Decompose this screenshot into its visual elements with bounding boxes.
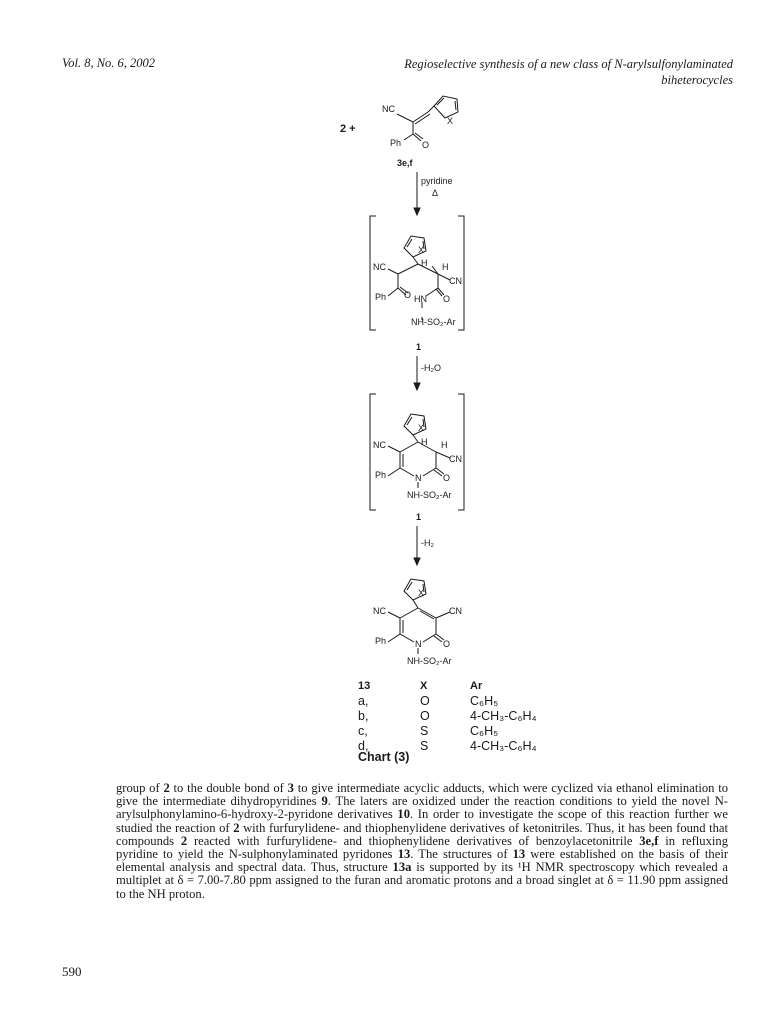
dhp-o-label: O [443, 473, 451, 483]
adduct-nc-label: NC [373, 262, 386, 272]
adduct-o-label-2: O [443, 294, 451, 304]
step1-reagent: pyridine [421, 176, 453, 186]
legend-header-ar: Ar [470, 680, 483, 692]
running-title [353, 56, 733, 88]
running-title-line2: biheterocycles [661, 73, 733, 87]
step1-heat: Δ [432, 188, 439, 198]
dhp-nc-label: NC [373, 440, 386, 450]
legend-header-compound: 13 [358, 680, 371, 692]
adduct-h-label-2: H [442, 262, 449, 272]
ph-label: Ph [390, 138, 402, 148]
page-number: 590 [62, 964, 82, 979]
product-n-label: N [415, 639, 422, 649]
adduct-nhso2ar-label: NH-SO₂-Ar [411, 317, 456, 327]
intermediate-2-number: 1 [416, 512, 422, 522]
product-x-label: X [418, 588, 425, 598]
legend-ar: 4-CH₃-C₆H₄ [470, 739, 537, 753]
adduct-o-label-1: O [404, 290, 412, 300]
reaction-arrow-1 [414, 172, 453, 215]
legend-ar: C₆H₅ [470, 694, 499, 708]
legend-x: O [420, 709, 430, 723]
dhp-h-label-1: H [421, 437, 428, 447]
legend-id: d, [358, 739, 369, 753]
dhp-x-label: X [418, 423, 425, 433]
legend-id: b, [358, 709, 369, 723]
adduct-hn-label: HN [414, 294, 427, 304]
legend-ar: C₆H₅ [470, 724, 499, 738]
product-cn-label: CN [449, 606, 462, 616]
intermediate-1-number: 1 [416, 342, 422, 352]
step3-reagent: -H₂ [421, 538, 434, 548]
nc-label: NC [382, 104, 395, 114]
step2-reagent: -H₂O [421, 363, 441, 373]
dhp-cn-label: CN [449, 454, 462, 464]
adduct-x-label: X [418, 245, 425, 255]
legend-x: S [420, 724, 429, 738]
legend-header-x: X [420, 680, 428, 692]
intermediate-dihydropyridine-structure [370, 394, 464, 522]
o-label: O [422, 140, 430, 150]
journal-volume: Vol. 8, No. 6, 2002 [62, 56, 156, 70]
start-compound-number: 3e,f [397, 158, 413, 168]
legend-x: O [420, 694, 430, 708]
reaction-scheme [300, 88, 540, 683]
legend-x: S [420, 739, 429, 753]
product-o-label: O [443, 639, 451, 649]
x-label: X [447, 116, 454, 126]
adduct-cn-label: CN [449, 276, 462, 286]
running-title-line1: Regioselective synthesis of a new class of N-arylsulfonylaminated [404, 57, 733, 71]
start-compound-structure [340, 96, 458, 168]
dhp-ph-label: Ph [375, 470, 387, 480]
reagent-prefix: 2 + [340, 123, 356, 135]
reaction-arrow-2 [414, 356, 441, 390]
dhp-h-label-2: H [441, 440, 448, 450]
product-nc-label: NC [373, 606, 386, 616]
body-paragraph: group of 2 to the double bond of 3 to give intermediate acyclic adducts, which were cyclized via ethanol elimination to give the intermediate dihydropyridines 9. The laters are oxidized under the reaction conditions to yield the novel N-arylsulphonylamino-6-hydroxy-2-pyridone derivatives 10. In order to investigate the scope of this reaction further we studied the reaction of 2 with furfurylidene- and thiophenylidene derivatives of ketonitriles. Thus, it has been found that compounds 2 reacted with furfurylidene- and thiophenylidene derivatives of benzoylacetonitrile 3e,f in refluxing pyridine to yield the N-sulphonylaminated pyridones 13. The structures of 13 were established on the basis of their elemental analysis and spectral data. Thus, structure 13a is supported by its ¹H NMR spectroscopy which revealed a multiplet at δ = 7.00-7.80 ppm assigned to the furan and aromatic protons and a broad singlet at δ = 11.90 ppm assigned to the NH proton. [116, 781, 729, 901]
legend-id: a, [358, 694, 369, 708]
dhp-n-label: N [415, 473, 422, 483]
product-pyridone-structure [373, 579, 462, 666]
chart-caption: Chart (3) [358, 750, 410, 764]
reaction-arrow-3 [414, 526, 434, 565]
product-ph-label: Ph [375, 636, 387, 646]
adduct-h-label-1: H [421, 258, 428, 268]
legend-id: c, [358, 724, 368, 738]
legend-ar: 4-CH₃-C₆H₄ [470, 709, 537, 723]
intermediate-adduct-structure [370, 216, 464, 352]
product-nhso2ar-label: NH-SO₂-Ar [407, 656, 452, 666]
adduct-ph-label: Ph [375, 292, 387, 302]
dhp-nhso2ar-label: NH-SO₂-Ar [407, 490, 452, 500]
